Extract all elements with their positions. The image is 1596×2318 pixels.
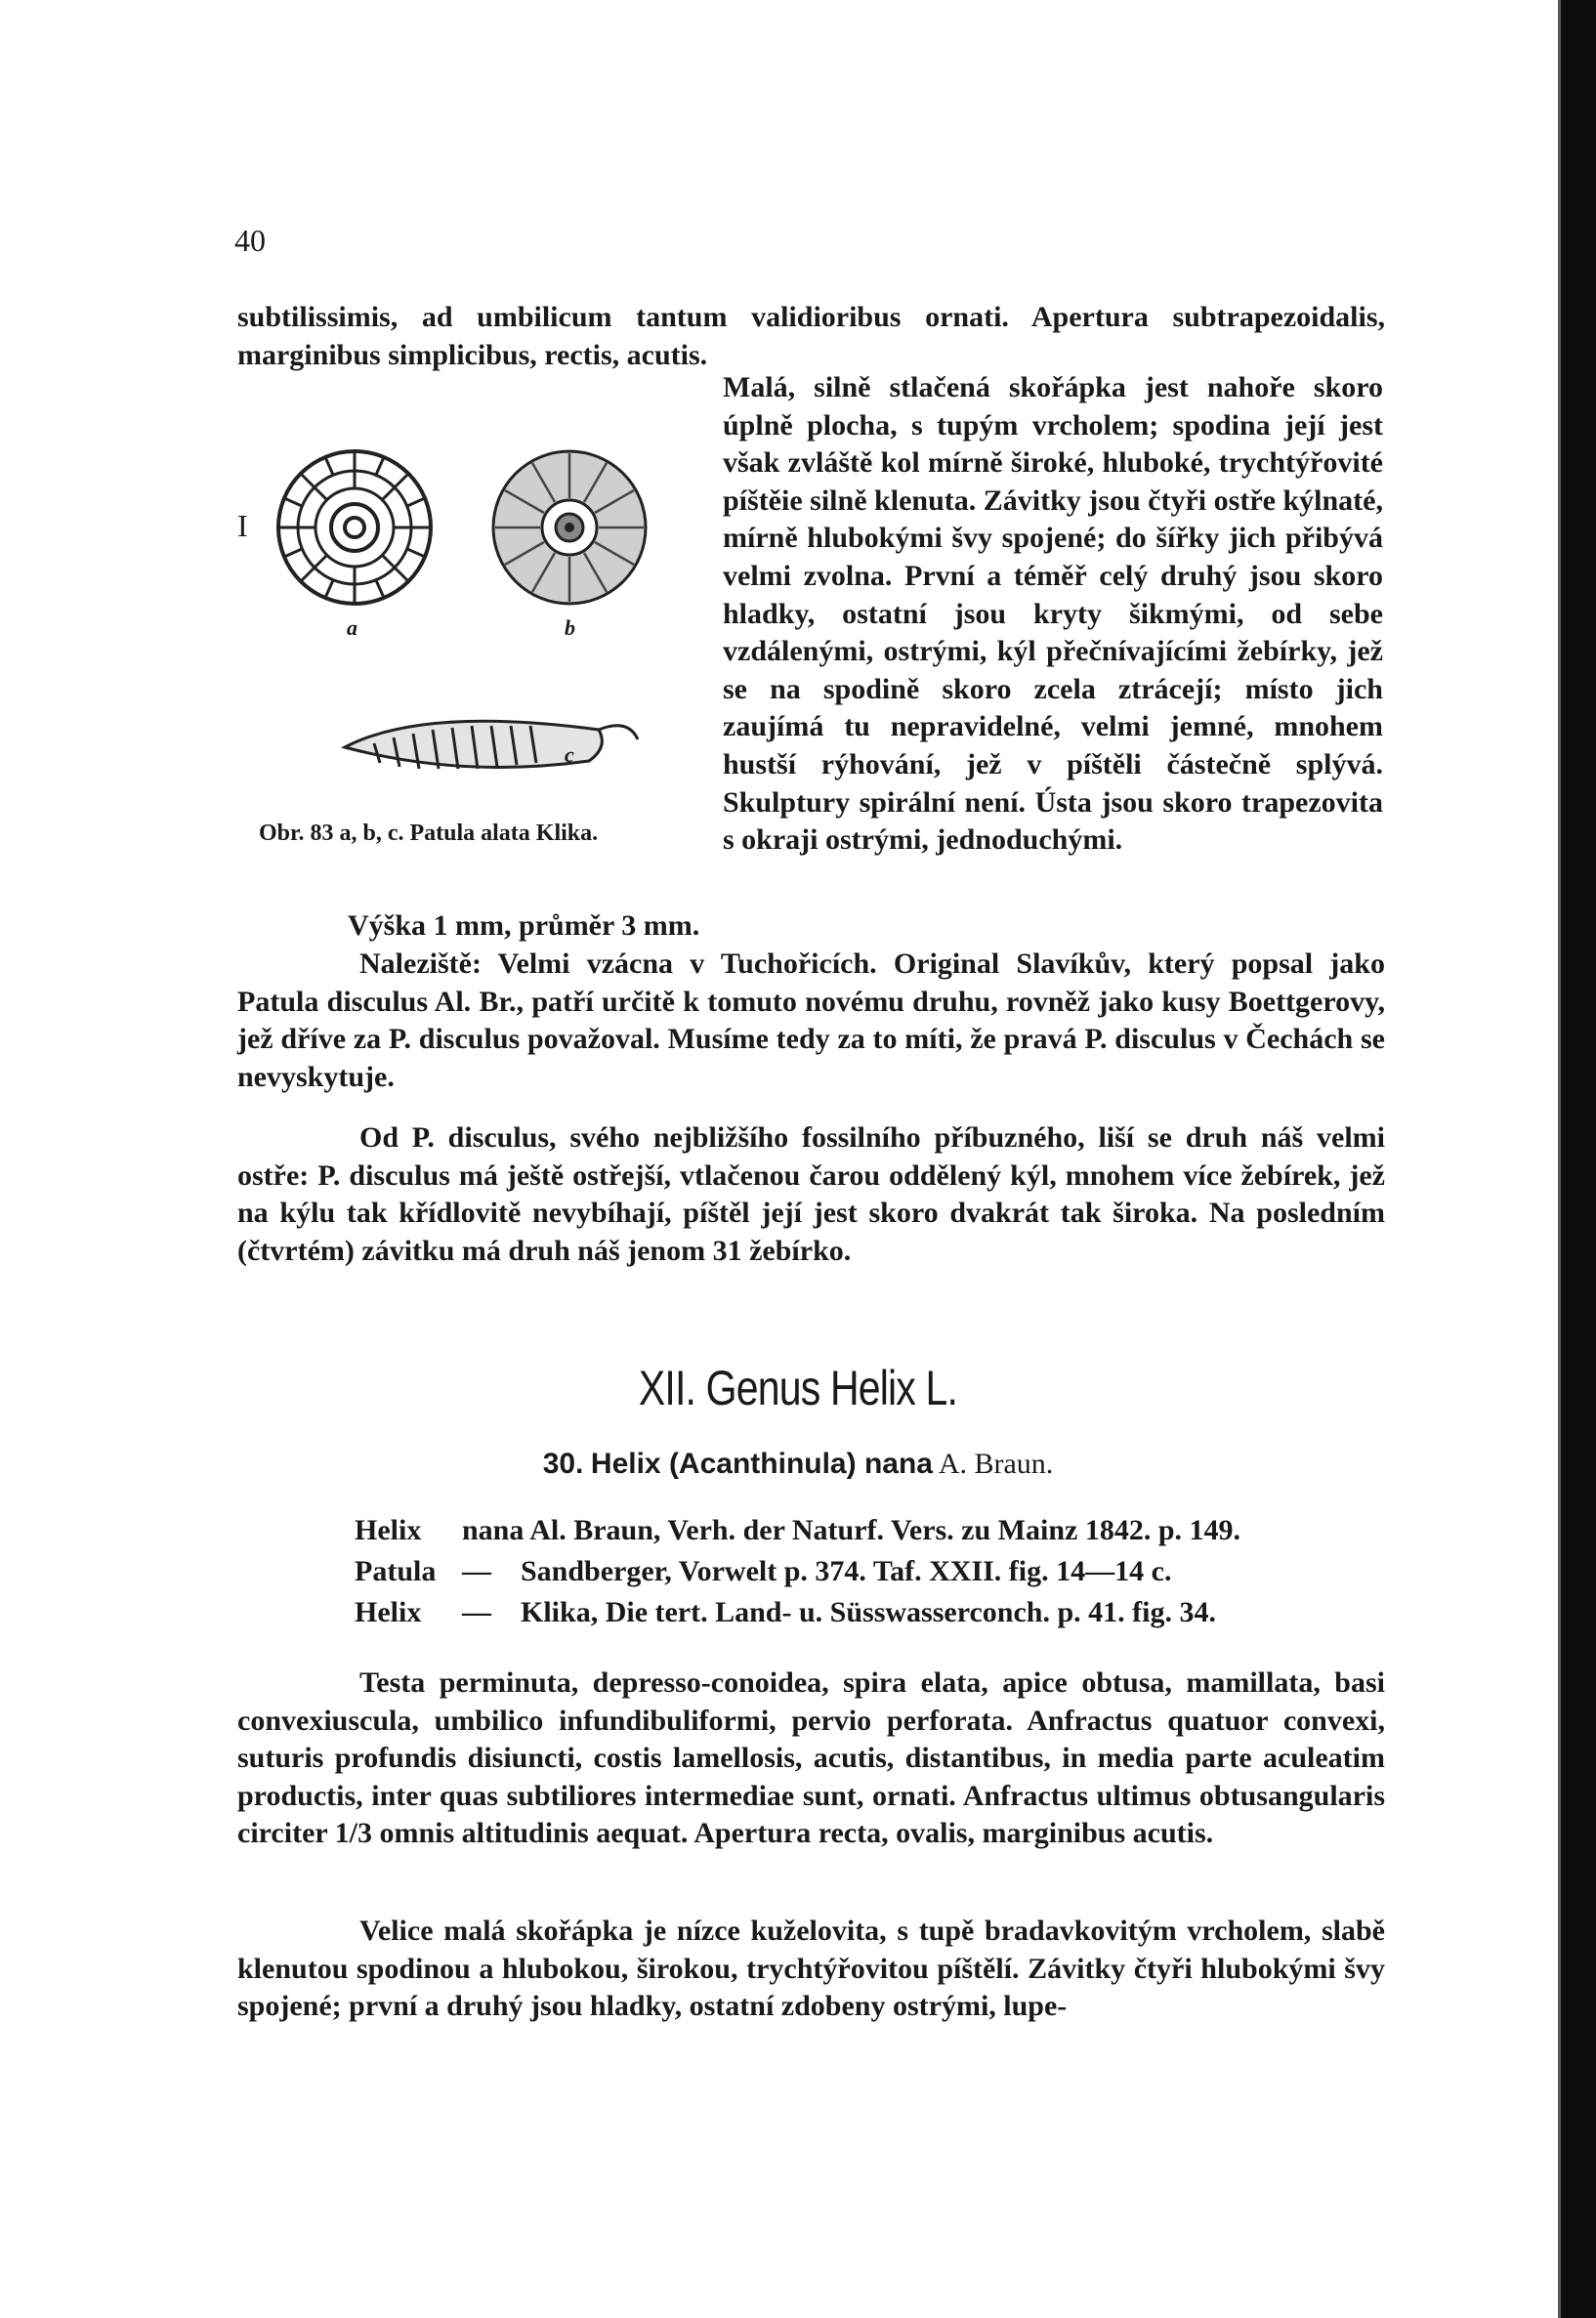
synonym-dash: —	[462, 1555, 491, 1587]
czech-description: Velice malá skořápka je nízce kuželovita, s tupě bradavkovitým vrcholem, slabě klenutou spodinou a hlubokou, širokou, trychtýřovitou píštělí. Závitky čtyři hlubokými švy spojené; první a druhý jsou hladky, ostatní zdobeny ostrými, lupe-	[237, 1915, 1385, 2022]
synonym-reference: Sandberger, Vorwelt p. 374. Taf. XXII. fig. 14—14 c.	[521, 1555, 1172, 1587]
figure-drawings	[237, 420, 687, 840]
figure-caption: Obr. 83 a, b, c. Patula alata Klika.	[259, 821, 599, 846]
synonym-genus: Helix	[355, 1596, 422, 1628]
synonym-row	[355, 1510, 1240, 1551]
shell-view-b	[493, 451, 646, 604]
synonymy-list	[355, 1510, 1240, 1633]
top-paragraph: subtilissimis, ad umbilicum tantum validioribus ornati. Apertura subtrapezoidalis, marginibus simplicibus, rectis, acutis.	[237, 301, 1385, 371]
synonym-genus: Patula	[355, 1555, 437, 1587]
figure-label-c: c	[565, 742, 574, 767]
shell-view-a	[278, 451, 431, 604]
figure-patula-alata	[237, 420, 687, 869]
synonym-dash: —	[462, 1596, 491, 1628]
synonym-row	[355, 1551, 1240, 1592]
synonym-reference: Klika, Die tert. Land- u. Süsswasserconch. p. 41. fig. 34.	[521, 1596, 1217, 1628]
species-author: A. Braun.	[938, 1448, 1054, 1480]
shell-view-c	[345, 721, 638, 769]
figure-label-a: a	[347, 615, 357, 640]
latin-description: Testa perminuta, depresso-conoidea, spira elata, apice obtusa, mamillata, basi convexiuscula, umbilico infundibuliformi, pervio perforata. Anfractus quatuor convexi, suturis profundis disiuncti, costis lamellosis, acutis, distantibus, in media parte aculeatim productis, inter quas subtiliores intermediae sunt, ornati. Anfractus ultimus obtusangularis circiter 1/3 omnis altitudinis aequat. Apertura recta, ovalis, marginibus acutis.	[237, 1666, 1385, 1849]
synonym-reference: nana Al. Braun, Verh. der Naturf. Vers. zu Mainz 1842. p. 149.	[462, 1514, 1241, 1546]
species-heading	[0, 1448, 1596, 1481]
species-number: 30.	[542, 1448, 584, 1480]
scan-border	[1561, 0, 1596, 2318]
dimensions-line: Výška 1 mm, průměr 3 mm.	[348, 909, 700, 942]
genus-heading: XII. Genus Helix L.	[638, 1361, 958, 1415]
figure-roman-label: I	[237, 508, 248, 543]
species-name: Helix (Acanthinula) nana	[590, 1448, 933, 1480]
synonym-genus: Helix	[355, 1514, 422, 1546]
page-number: 40	[234, 223, 266, 258]
locality-paragraph: Naleziště: Velmi vzácna v Tuchořicích. Original Slavíkův, který popsal jako Patula disculus Al. Br., patří určitě k tomuto novému druhu, rovněž jako kusy Boettgerovy, jež dříve za P. disculus považoval. Musíme tedy za to míti, že pravá P. disculus v Čechách se nevyskytuje.	[237, 948, 1385, 1093]
figure-side-text: Malá, silně stlačená skořápka jest nahoře skoro úplně plocha, s tupým vrcholem; spodina její jest však zvláště kol mírně široké, hluboké, trychtýřovité píštěie silně klenuta. Závitky jsou čtyři ostře kýlnaté, mírně hlubokými švy spojené; do šířky jich přibývá velmi zvolna. První a téměř celý druhý jsou skoro hladky, ostatní jsou kryty šikmými, od sebe vzdálenými, ostrými, kýl přečnívajícími žebírky, jež se na spodině skoro zcela ztrácejí; místo jich zaujímá tu nepravidelné, velmi jemné, mnohem hustší rýhování, jež v píštěli částečně splývá. Skulptury spirální není. Ústa jsou skoro trapezovita s okraji ostrými, jednoduchými.	[723, 371, 1383, 857]
synonym-row	[355, 1592, 1240, 1633]
comparison-paragraph: Od P. disculus, svého nejbližšího fossilního příbuzného, liší se druh náš velmi ostře: P. disculus má ještě ostřejší, vtlačenou čarou oddělený kýl, mnohem více žebírek, jež na kýlu tak křídlovitě nevybíhají, píštěl její jest skoro dvakrát tak široka. Na posledním (čtvrtém) závitku má druh náš jenom 31 žebírko.	[237, 1121, 1385, 1267]
figure-label-b: b	[565, 615, 575, 640]
